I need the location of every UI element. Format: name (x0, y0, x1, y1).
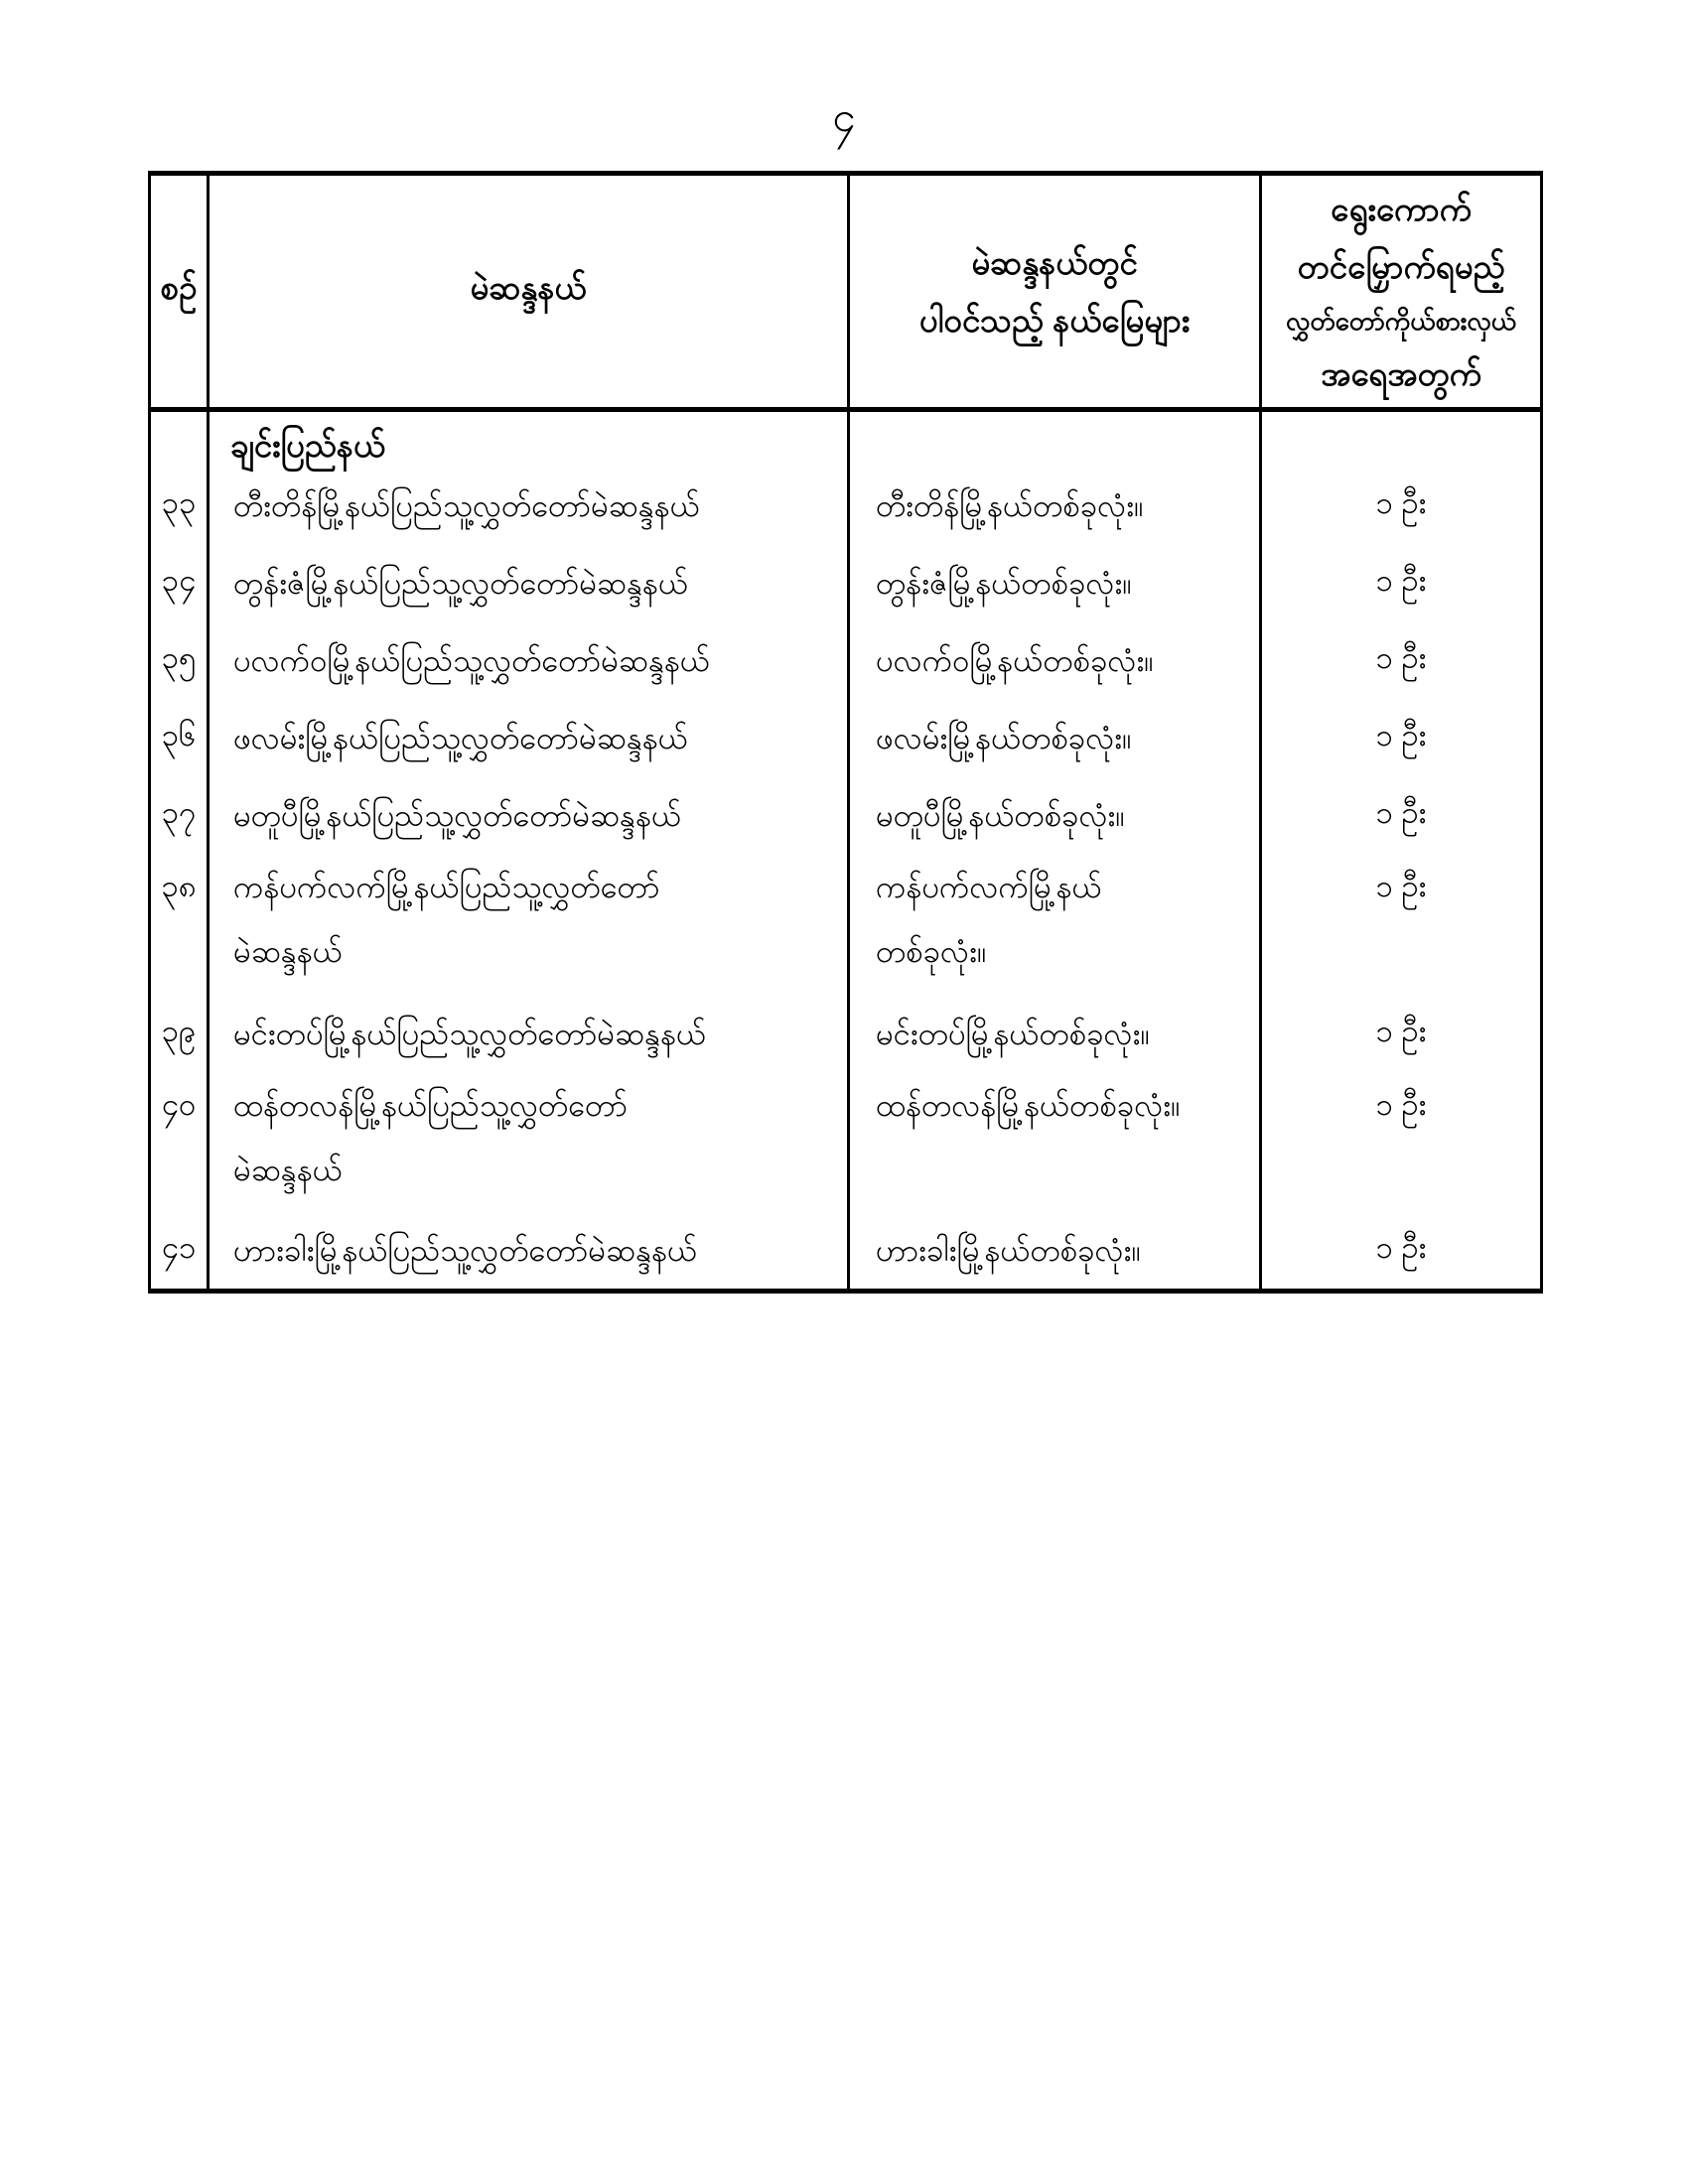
constituency-cell (209, 545, 849, 622)
area-line: တစ်ခုလုံး။ (876, 933, 987, 969)
constituency-table (148, 171, 1543, 1294)
row-number: ၃၆ (150, 700, 209, 777)
area-line: ထန်တလန်မြို့နယ်တစ်ခုလုံး။ (876, 1087, 1181, 1123)
area-line: ပလက်ဝမြို့နယ်တစ်ခုလုံး။ (876, 642, 1154, 678)
row-number: ၃၉ (150, 996, 209, 1073)
area-line: ကန်ပက်လက်မြို့နယ် (876, 869, 1102, 904)
count-cell: ၁ ဦး (1261, 855, 1542, 996)
constituency-cell (209, 468, 849, 545)
constituency-cell (209, 855, 849, 996)
constituency-cell (209, 1214, 849, 1292)
header-representatives-line: ရွေးကောက် (1331, 190, 1472, 227)
area-line: မတူပီမြို့နယ်တစ်ခုလုံး။ (876, 797, 1125, 833)
constituency-line: ကန်ပက်လက်မြို့နယ်ပြည်သူ့လွှတ်တော် (233, 869, 660, 904)
section-title-cell (209, 410, 849, 468)
constituency-line: ထန်တလန်မြို့နယ်ပြည်သူ့လွှတ်တော် (233, 1087, 628, 1123)
area-line: တီးတိန်မြို့နယ်တစ်ခုလုံး။ (876, 487, 1144, 523)
table-row (150, 1073, 1542, 1214)
constituency-cell (209, 622, 849, 700)
table-row (150, 468, 1542, 545)
section-empty-cell (1261, 410, 1542, 468)
row-number: ၄၁ (150, 1214, 209, 1292)
area-line: ဟားခါးမြို့နယ်တစ်ခုလုံး။ (876, 1233, 1141, 1269)
section-title: ချင်းပြည်နယ် (230, 426, 385, 464)
row-number: ၄၀ (150, 1073, 209, 1214)
constituency-line: မတူပီမြို့နယ်ပြည်သူ့လွှတ်တော်မဲဆန္ဒနယ် (233, 797, 682, 833)
page-number: ၄ (832, 93, 856, 140)
constituency-cell (209, 996, 849, 1073)
area-line: မင်းတပ်မြို့နယ်တစ်ခုလုံး။ (876, 1016, 1150, 1051)
area-line: တွန်းဇံမြို့နယ်တစ်ခုလုံး။ (876, 565, 1132, 601)
header-representatives-line: တင်မြှောက်ရမည့် (1297, 247, 1505, 285)
section-empty-cell (150, 410, 209, 468)
header-constituency: မဲဆန္ဒနယ် (209, 174, 849, 410)
constituency-line: မဲဆန္ဒနယ် (233, 933, 343, 969)
section-header-row (150, 410, 1542, 468)
constituency-cell (209, 1073, 849, 1214)
constituency-line: တီးတိန်မြို့နယ်ပြည်သူ့လွှတ်တော်မဲဆန္ဒနယ် (233, 487, 700, 523)
constituency-line: မဲဆန္ဒနယ် (233, 1152, 343, 1187)
constituency-line: တွန်းဇံမြို့နယ်ပြည်သူ့လွှတ်တော်မဲဆန္ဒနယ် (233, 565, 689, 601)
constituency-line: ဟားခါးမြို့နယ်ပြည်သူ့လွှတ်တော်မဲဆန္ဒနယ် (233, 1233, 698, 1269)
count-cell: ၁ ဦး (1261, 1073, 1542, 1214)
table-row (150, 996, 1542, 1073)
areas-cell (849, 1214, 1261, 1292)
areas-cell (849, 468, 1261, 545)
header-representatives-line: အရေအတွက် (1321, 354, 1481, 392)
area-line: ဖလမ်းမြို့နယ်တစ်ခုလုံး။ (876, 720, 1132, 755)
row-number: ၃၄ (150, 545, 209, 622)
table-row (150, 855, 1542, 996)
areas-cell (849, 1073, 1261, 1214)
areas-cell (849, 777, 1261, 855)
areas-cell (849, 545, 1261, 622)
header-included-areas-line: မဲဆန္ဒနယ်တွင် (971, 243, 1138, 281)
count-cell: ၁ ဦး (1261, 700, 1542, 777)
row-number: ၃၃ (150, 468, 209, 545)
count-cell: ၁ ဦး (1261, 468, 1542, 545)
constituency-line: ဖလမ်းမြို့နယ်ပြည်သူ့လွှတ်တော်မဲဆန္ဒနယ် (233, 720, 688, 755)
header-included-areas (849, 174, 1261, 410)
count-cell: ၁ ဦး (1261, 545, 1542, 622)
areas-cell (849, 622, 1261, 700)
header-serial: စဉ် (150, 174, 209, 410)
row-number: ၃၈ (150, 855, 209, 996)
constituency-cell (209, 700, 849, 777)
areas-cell (849, 855, 1261, 996)
constituency-line: မင်းတပ်မြို့နယ်ပြည်သူ့လွှတ်တော်မဲဆန္ဒနယ် (233, 1016, 707, 1051)
constituency-cell (209, 777, 849, 855)
header-included-areas-line: ပါဝင်သည့် နယ်မြေများ (918, 301, 1191, 339)
count-cell: ၁ ဦး (1261, 777, 1542, 855)
header-representatives-line: လွှတ်တော်ကိုယ်စားလှယ် (1285, 305, 1517, 336)
table-header-row (150, 174, 1542, 410)
table-row (150, 1214, 1542, 1292)
table-row (150, 700, 1542, 777)
table-row (150, 622, 1542, 700)
count-cell: ၁ ဦး (1261, 622, 1542, 700)
areas-cell (849, 996, 1261, 1073)
row-number: ၃၅ (150, 622, 209, 700)
table-row (150, 777, 1542, 855)
section-empty-cell (849, 410, 1261, 468)
header-representatives-count (1261, 174, 1542, 410)
count-cell: ၁ ဦး (1261, 996, 1542, 1073)
row-number: ၃၇ (150, 777, 209, 855)
count-cell: ၁ ဦး (1261, 1214, 1542, 1292)
areas-cell (849, 700, 1261, 777)
constituency-line: ပလက်ဝမြို့နယ်ပြည်သူ့လွှတ်တော်မဲဆန္ဒနယ် (233, 642, 710, 678)
table-row (150, 545, 1542, 622)
